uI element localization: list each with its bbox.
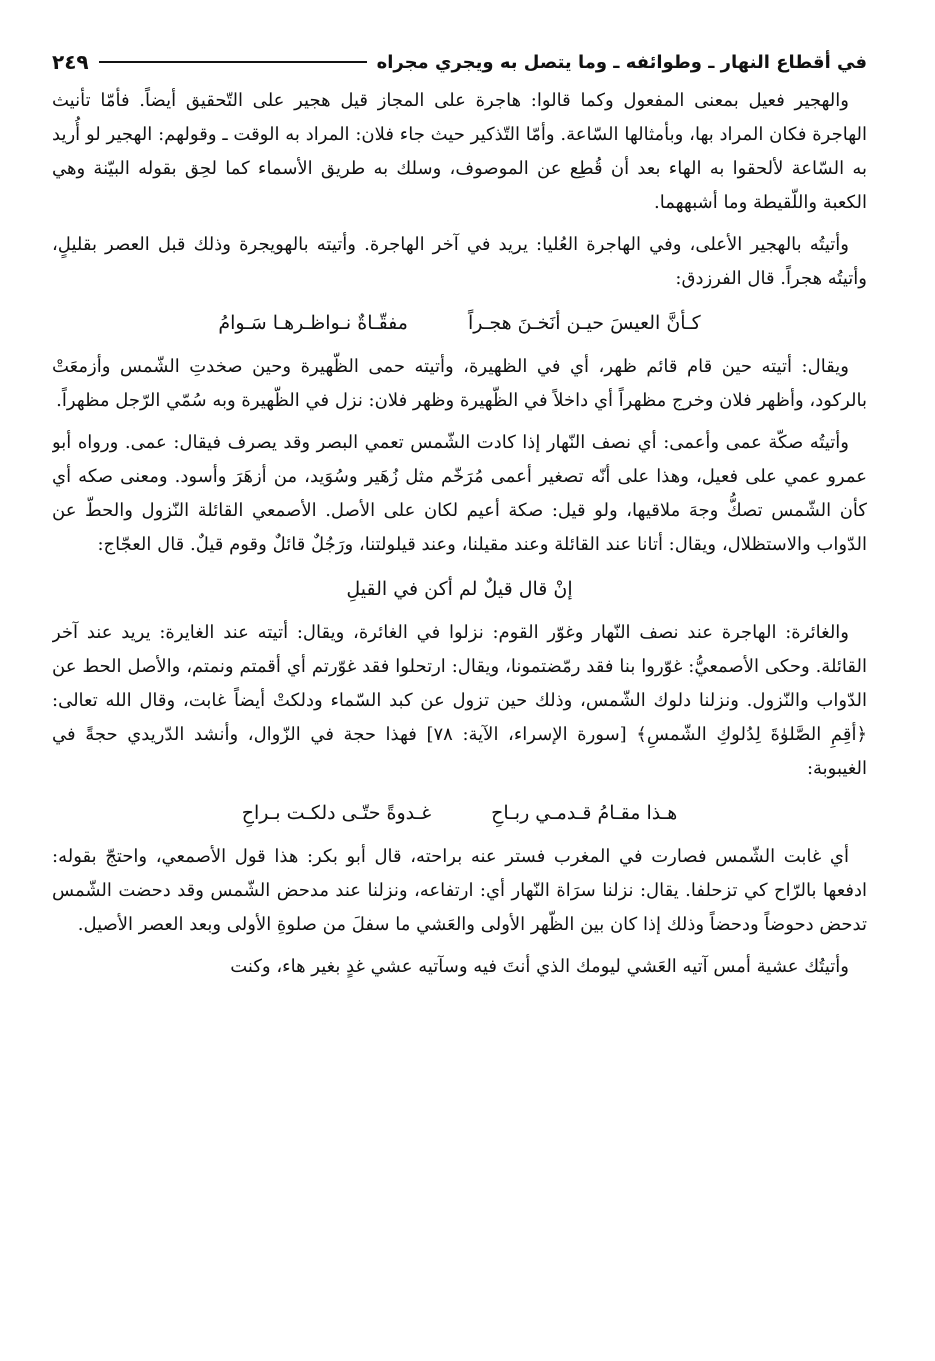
running-title: في أقطاع النهار ـ وطوائفه ـ وما يتصل به ويجري مجراه xyxy=(376,51,867,73)
verse-line: إنْ قال قيلٌ لم أكن في القيلِ xyxy=(346,578,573,600)
page-number: ٢٤٩ xyxy=(52,50,89,74)
verse-farazdaq xyxy=(52,304,867,342)
verse-second-hemistich: غـدوةً حتّـى دلكـت بـراحِ xyxy=(241,802,432,824)
book-page xyxy=(52,40,867,1350)
verse-durayd xyxy=(52,794,867,832)
verse-ajjaj xyxy=(52,570,867,608)
header-rule xyxy=(99,61,367,63)
paragraph-zahira: ويقال: أتيته حين قام قائم ظهر، أي في الظهيرة، وأتيته حمى الظّهيرة وحين صخدتِ الشّمس وأزمعَتْ بالركود، وأظهر فلان وخرج مظهراً أي داخلاً في الظّهيرة وظهر فلان: نزل في الظّهيرة وبه سُمّي الرّجل مظهراً. xyxy=(52,356,867,411)
page-header xyxy=(52,40,867,84)
paragraph-ghabat: أي غابت الشّمس فصارت في المغرب فستر عنه براحته، قال أبو بكر: هذا قول الأصمعي، واحتجّ بقوله: ادفعها بالرّاح كي تزحلفا. يقال: نزلنا سرَاة النّهار أي: ارتفاعه، ونزلنا عند مدحض الشّمس وقد دحضت الشّمس تدحض دحوضاً ودحضاً وذلك إذا كان بين الظّهر الأولى والعَشي ما سفلَ من صلوةِ الأولى وبعد العصر الأصيل. xyxy=(52,846,867,935)
paragraph-hajir: والهجير فعيل بمعنى المفعول وكما قالوا: هاجرة على المجاز قيل هجير على التّحقيق أيضاً. فأمّا تأنيث الهاجرة فكان المراد بها، وبأمثالها السّاعة. وأمّا التّذكير حيث جاء فلان: المراد به الوقت ـ وقولهم: الهجير لو أُريد به السّاعة لألحقوا به الهاء بعد أن قُطِع عن الموصوف، وسلك به طريق الأسماء كما لحِق بقوله البيّنة وهي الكعبة واللّقيطة وما أشبههما. xyxy=(52,90,867,213)
verse-first-hemistich: كـأنَّ العيسَ حيـن أنَخـنَ هجـراً xyxy=(467,312,701,334)
verse-first-hemistich: هـذا مقـامُ قـدمـي ربـاحِ xyxy=(491,802,678,824)
verse-second-hemistich: مفقّـاةٌ نـواظـرهـا سَـوامُ xyxy=(218,312,408,334)
paragraph-ashiyya: وأتيتُك عشية أمس آتيه العَشي ليومك الذي أنتَ فيه وسآتيه عشي غدٍ بغير هاء، وكنت xyxy=(230,956,849,977)
paragraph-sakkat-ama: وأتيتُه صكّة عمى وأعمى: أي نصف النّهار إذا كادت الشّمس تعمي البصر وقد يصرف فيقال: عمى. ورواه أبو عمرو عمي على فعيل، وهذا على أنّه تصغير أعمى مُرَخّم مثل زُهَير وسُوَيد، من أزهَرَ وأسود. ومعنى صكه أي كأن الشّمس تصكُّ وجهَ ملاقيها، ولو قيل: صكة أعيم لكان على الأصل. الأصمعي القائلة النّزول والحطّ عن الدّواب والاستظلال، ويقال: أتانا عند القائلة وعند مقيلنا، وعند قيلولتنا، ورَجُلٌ قائلٌ وقوم قيلٌ. قال العجّاج: xyxy=(52,432,867,555)
paragraph-hajira-ulya: وأتيتُه بالهجير الأعلى، وفي الهاجرة العُليا: يريد في آخر الهاجرة. وأتيته بالهويجرة وذلك قبل العصر بقليلٍ، وأتيتُه هجراً. قال الفرزدق: xyxy=(52,234,867,289)
paragraph-ghaira: والغائرة: الهاجرة عند نصف النّهار وغوّر القوم: نزلوا في الغائرة، ويقال: أتيته عند الغايرة: يريد عند آخر القائلة. وحكى الأصمعيُّ: غوّروا بنا فقد رمّضتمونا، ويقال: ارتحلوا فقد غوّرتم أي أقمتم ونمتم، والأصل الحط عن الدّواب والنّزول. ونزلنا دلوك الشّمس، وذلك حين تزول عن كبد السّماء ودلكتْ أيضاً غابت، وقال الله تعالى: ﴿أقِمِ الصَّلوٰةَ لِدُلوكِ الشّمسِ﴾ [سورة الإسراء، الآية: ٧٨] فهذا حجة في الزّوال، وأنشد الدّريدي حجةً في الغيبوبة: xyxy=(52,622,867,779)
